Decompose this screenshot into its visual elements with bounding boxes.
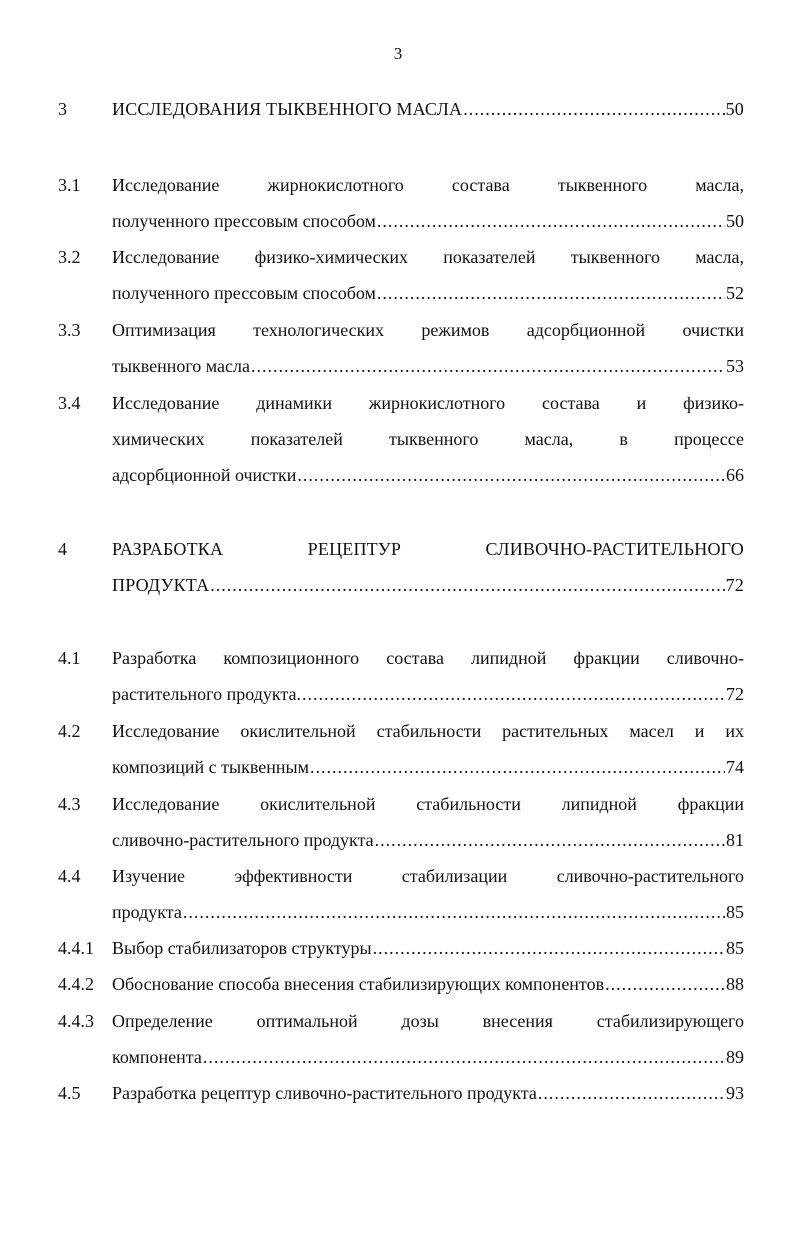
toc-entry-page: 66 [726,465,744,485]
toc-entry-page: 50 [725,99,744,119]
toc-entry-title: композиций с тыквенным [112,757,309,777]
dot-leader [251,348,725,384]
toc-entry-title: продукта [112,902,182,922]
toc-entry-leader-line [112,1039,744,1075]
toc-entry-page: 85 [726,902,744,922]
toc-entry-title: тыквенного масла [112,356,251,376]
toc-entry-page: 74 [726,757,744,777]
toc-entry-title-line: Разработка композиционного состава липидной фракции сливочно- [112,648,744,668]
toc-entry-leader-line [112,275,744,311]
toc-entry-title: Обоснование способа внесения стабилизирующих компонентов [112,974,605,994]
toc-entry-title: полученного прессовым способом [112,283,376,303]
toc-entry-leader-line [112,1075,744,1111]
toc-entry-title: компонента [112,1047,202,1067]
toc-entry-body [112,312,744,384]
toc-entry-number: 4.4.1 [58,938,94,958]
dot-leader [377,275,725,311]
toc-entry-number: 3.2 [58,247,81,267]
toc-entry-leader-line [112,91,744,127]
toc-entry-4-4-2 [58,966,744,1002]
toc-entry-4-4-1 [58,930,744,966]
toc-entry-leader-line [112,894,744,930]
toc-entry-body [112,239,744,311]
dot-leader [302,676,725,712]
toc-entry-4-4 [58,858,744,930]
toc-entry-title: адсорбционной очистки [112,465,297,485]
toc-entry-number: 4.3 [58,794,81,814]
toc-entry-4-2 [58,713,744,785]
toc-entry-page: 53 [726,356,744,376]
toc-entry-leader-line [112,930,744,966]
toc-entry-title-line: Определение оптимальной дозы внесения стабилизирующего [112,1011,744,1031]
toc-entry-title: полученного прессовым способом [112,211,376,231]
toc-entry-page: 89 [726,1047,744,1067]
toc-entry-page: 88 [726,974,744,994]
dot-leader [183,894,725,930]
toc-entry-title-line: РАЗРАБОТКА РЕЦЕПТУР СЛИВОЧНО-РАСТИТЕЛЬНОГО [112,539,744,559]
toc-entry-title-line: Исследование динамики жирнокислотного состава и физико- [112,393,744,413]
toc-entry-number: 3.4 [58,393,81,413]
toc-entry-3-4 [58,385,744,493]
toc-entry-page: 72 [725,575,744,595]
toc-entry-4-4-3 [58,1003,744,1075]
toc-entry-title: Выбор стабилизаторов структуры [112,938,372,958]
dot-leader [210,567,724,603]
toc-entry-number: 4.4.2 [58,974,94,994]
toc-entry-number: 4.1 [58,648,81,668]
toc-entry-number: 4.4 [58,866,81,886]
toc-entry-body [112,167,744,239]
toc-entry-page: 81 [726,830,744,850]
toc-entry-page: 50 [726,211,744,231]
toc-entry-page: 85 [726,938,744,958]
toc-entry-title: растительного продукта. [112,684,301,704]
dot-leader [538,1075,725,1111]
toc-entry-number: 3.3 [58,320,81,340]
toc-entry-page: 72 [726,684,744,704]
toc-entry-leader-line [112,457,744,493]
toc-entry-title: сливочно-растительного продукта [112,830,374,850]
toc-entry-body [112,531,744,603]
toc-entry-body [112,640,744,712]
toc-entry-title: Разработка рецептур сливочно-растительного продукта [112,1083,537,1103]
dot-leader [203,1039,725,1075]
toc-entry-body [112,713,744,785]
dot-leader [375,822,725,858]
toc-entry-leader-line [112,348,744,384]
toc-entry-4-3 [58,786,744,858]
toc-entry-page: 52 [726,283,744,303]
toc-entry-number: 4.4.3 [58,1011,94,1031]
toc-entry-3 [58,91,744,127]
dot-leader [297,457,725,493]
toc-entry-body [112,930,744,966]
toc-entry-leader-line [112,676,744,712]
toc-entry-body [112,786,744,858]
toc-entry-page: 93 [726,1083,744,1103]
toc-entry-title-line: Исследование окислительной стабильности растительных масел и их [112,721,744,741]
dot-leader [373,930,725,966]
toc-entry-title-line: химических показателей тыквенного масла, в процессе [112,429,744,449]
toc-entry-title: ПРОДУКТА [112,575,210,595]
toc-entry-leader-line [112,966,744,1002]
toc-entry-body [112,1075,744,1111]
toc-entry-title: ИССЛЕДОВАНИЯ ТЫКВЕННОГО МАСЛА [112,99,463,119]
toc-entry-title-line: Исследование жирнокислотного состава тыквенного масла, [112,175,744,195]
toc-entry-number: 3 [58,99,68,119]
toc-entry-body [112,858,744,930]
toc-entry-body [112,91,744,127]
dot-leader [605,966,725,1002]
toc-entry-title-line: Исследование физико-химических показателей тыквенного масла, [112,247,744,267]
toc-entry-4 [58,531,744,603]
toc-entry-body [112,966,744,1002]
toc-entry-title-line: Изучение эффективности стабилизации сливочно-растительного [112,866,744,886]
page-number: 3 [393,44,403,63]
toc-entry-number: 4 [58,539,68,559]
toc-entry-number: 4.5 [58,1083,81,1103]
toc-entry-leader-line [112,822,744,858]
dot-leader [310,749,725,785]
toc-entry-leader-line [112,749,744,785]
toc-entry-leader-line [112,567,744,603]
toc-entry-title-line: Оптимизация технологических режимов адсорбционной очистки [112,320,744,340]
toc-entry-4-1 [58,640,744,712]
toc-entry-leader-line [112,203,744,239]
toc-entry-body [112,1003,744,1075]
toc-entry-number: 4.2 [58,721,81,741]
toc-entry-3-3 [58,312,744,384]
toc-entry-3-2 [58,239,744,311]
dot-leader [377,203,725,239]
toc-entry-3-1 [58,167,744,239]
toc-entry-title-line: Исследование окислительной стабильности липидной фракции [112,794,744,814]
toc-entry-body [112,385,744,493]
toc-entry-number: 3.1 [58,175,81,195]
toc-entry-4-5 [58,1075,744,1111]
dot-leader [463,91,724,127]
